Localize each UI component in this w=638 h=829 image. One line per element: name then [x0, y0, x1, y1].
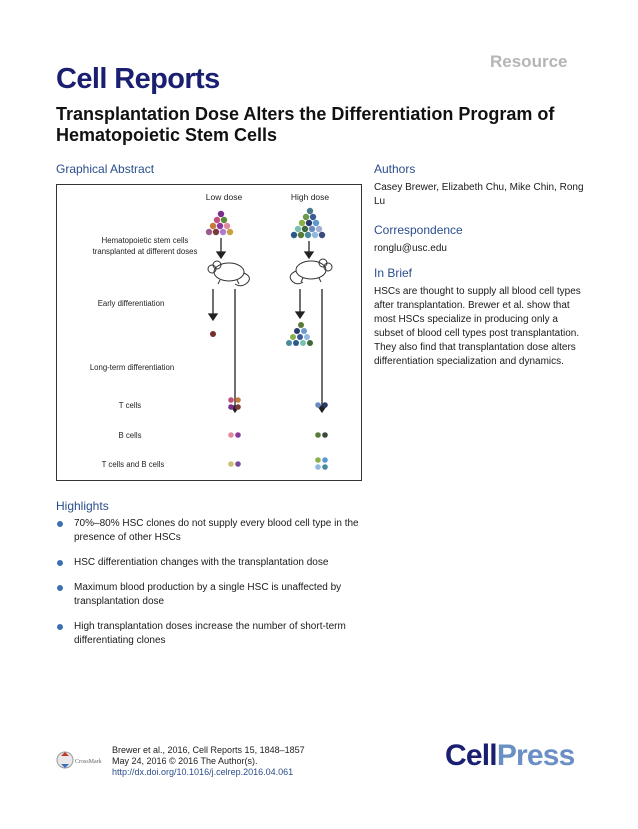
b-cells-high	[315, 432, 328, 438]
early-high-cell-cluster	[286, 322, 313, 346]
highlight-text: 70%–80% HSC clones do not supply every blood cell type in the presence of other HSCs	[74, 518, 359, 543]
in-brief-heading: In Brief	[374, 266, 413, 280]
bullet-icon	[57, 585, 63, 591]
bullet-icon	[57, 521, 63, 527]
highlight-text: HSC differentiation changes with the transplantation dose	[74, 557, 329, 568]
correspondence-email[interactable]: ronglu@usc.edu	[374, 243, 447, 254]
graphical-abstract-heading: Graphical Abstract	[56, 162, 155, 176]
highlight-text: Maximum blood production by a single HSC is unaffected by transplantation dose	[74, 582, 342, 607]
citation-line-2: May 24, 2016 © 2016 The Author(s).	[112, 756, 258, 766]
b-cells-low	[228, 432, 241, 438]
resource-label: Resource	[490, 52, 568, 71]
highlight-item	[56, 556, 371, 570]
high-dose-cell-cluster	[291, 208, 325, 238]
row-label-b-cells: B cells	[118, 431, 142, 440]
journal-name: Cell Reports	[56, 63, 220, 95]
in-brief-text: HSCs are thought to supply all blood cell types after transplantation. Brewer et al. show that most HSCs specialize in producing only a subset of blood cell types post transplantation. They also find that transplantation dose alters differentiation specialization and dynamics.	[374, 286, 581, 367]
citation-line-1: Brewer et al., 2016, Cell Reports 15, 1848–1857	[112, 745, 305, 755]
highlights-list	[56, 517, 371, 659]
citation-block	[112, 745, 305, 778]
differentiation-arrows	[209, 289, 326, 412]
arrows-to-mice	[217, 238, 313, 258]
row-label-hsc-1: Hematopoietic stem cells	[101, 236, 189, 245]
low-dose-cell-cluster	[206, 211, 233, 235]
bullet-icon	[57, 624, 63, 630]
cellpress-logo	[445, 739, 575, 773]
early-low-cell	[210, 331, 216, 337]
tb-cells-high	[315, 457, 328, 470]
col-label-low: Low dose	[205, 192, 243, 202]
graphical-abstract-figure	[56, 184, 362, 481]
highlight-text: High transplantation doses increase the number of short-term differentiating clones	[74, 621, 346, 646]
bullet-icon	[57, 560, 63, 566]
crossmark-logo[interactable]	[56, 747, 104, 773]
high-dose-mouse-icon	[290, 259, 332, 284]
correspondence-heading: Correspondence	[374, 223, 463, 237]
tb-cells-low	[228, 461, 241, 467]
highlight-item	[56, 620, 371, 648]
article-title: Transplantation Dose Alters the Differentiation Program of Hematopoietic Stem Cells	[56, 104, 555, 145]
highlight-item	[56, 517, 371, 545]
row-label-t-cells: T cells	[118, 401, 142, 410]
cellpress-logo-text: CellPress	[445, 739, 575, 772]
row-label-tb-cells: T cells and B cells	[101, 460, 165, 469]
graphical-abstract-svg	[57, 185, 361, 480]
authors-text: Casey Brewer, Elizabeth Chu, Mike Chin, Rong Lu	[374, 182, 584, 207]
highlight-item	[56, 581, 371, 609]
authors-heading: Authors	[374, 162, 416, 176]
crossmark-logo-text: CrossMark	[75, 759, 102, 765]
row-label-hsc-2: transplanted at different doses	[92, 247, 198, 256]
row-label-early: Early differentiation	[97, 299, 165, 308]
highlights-heading: Highlights	[56, 499, 109, 513]
col-label-high: High dose	[290, 192, 330, 202]
low-dose-mouse-icon	[208, 261, 249, 286]
doi-link[interactable]: http://dx.doi.org/10.1016/j.celrep.2016.04.061	[112, 767, 294, 777]
row-label-long-term: Long-term differentiation	[89, 363, 175, 372]
